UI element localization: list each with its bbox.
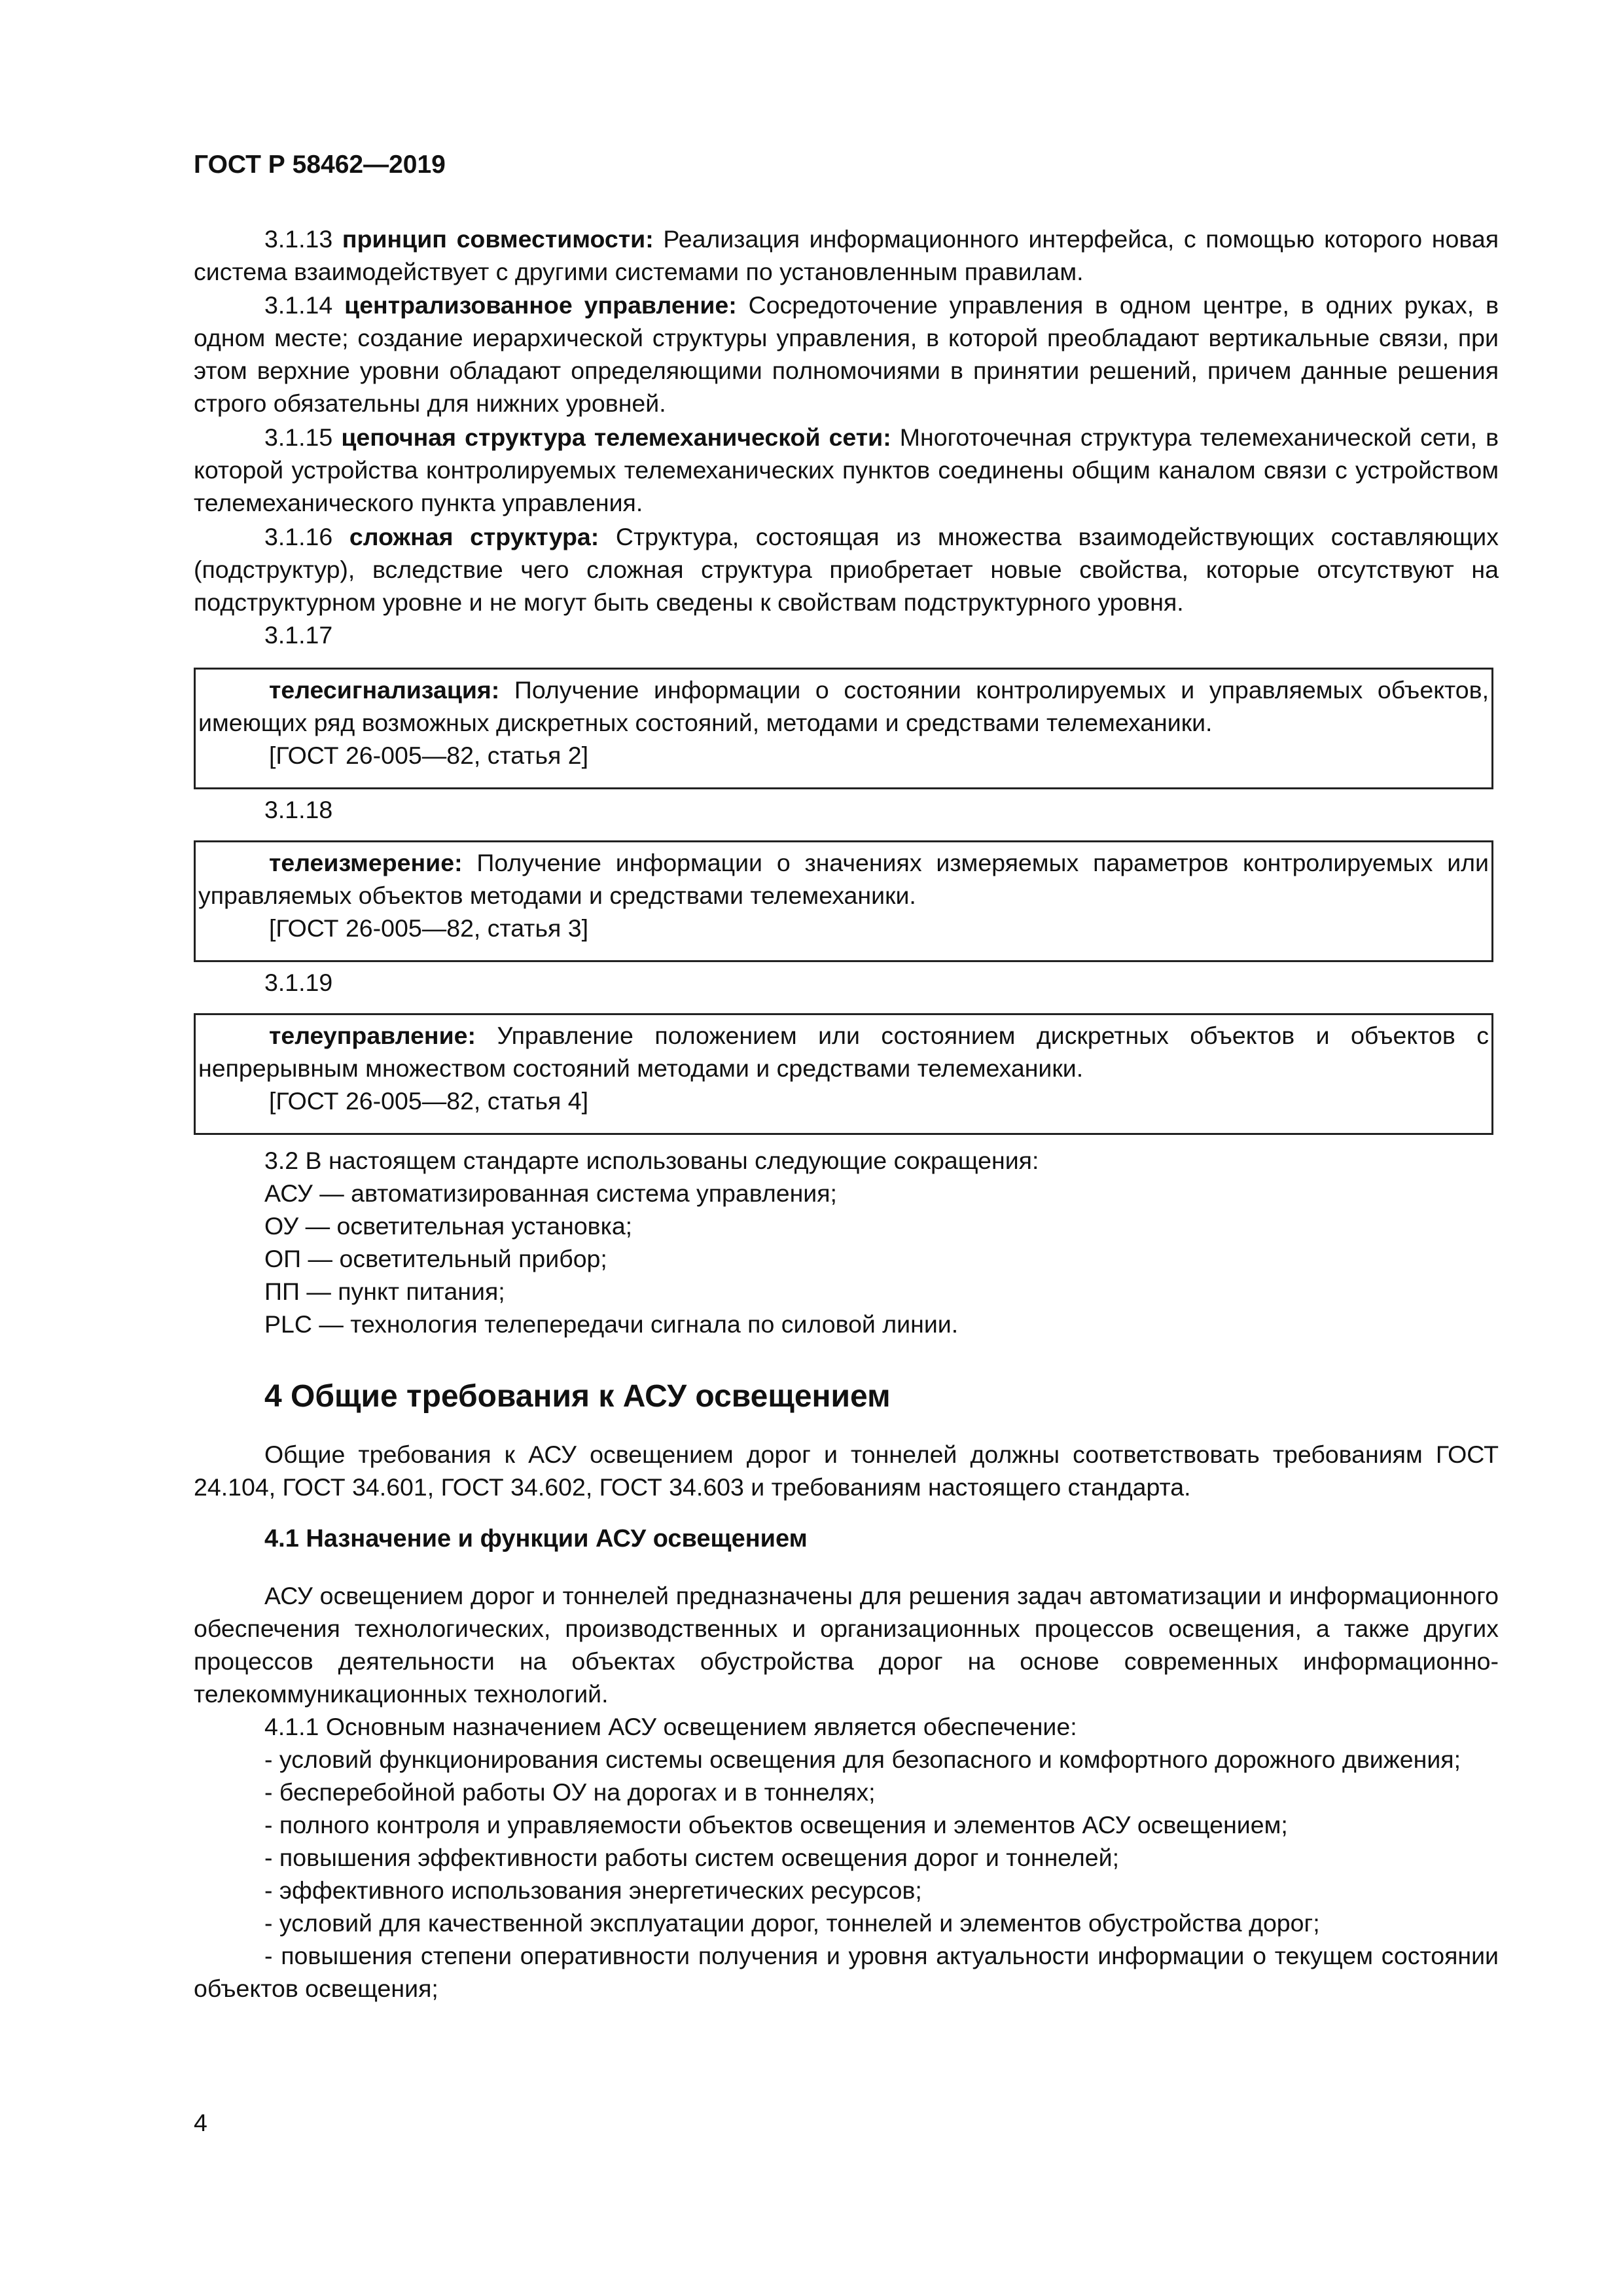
definition-paragraph	[194, 520, 1499, 619]
definition-text: Получение информации о значениях измеряемых параметров контролируемых или управляемых объектов методами и средствами телемеханики.	[198, 849, 1489, 909]
definition-text: Реализация информационного интерфейса, с помощью которого новая система взаимодействует с другими системами по установленным правилам.	[194, 225, 1499, 285]
abbreviation-item: АСУ — автоматизированная система управления;	[264, 1179, 837, 1207]
section-text: Общие требования к АСУ освещением дорог и тоннелей должны соответствовать требованиям ГОСТ 24.104, ГОСТ 34.601, ГОСТ 34.602, ГОСТ 34.603 и требованиям настоящего стандарта.	[194, 1441, 1499, 1501]
definition-term: телеуправление:	[269, 1022, 476, 1049]
definition-box-3-1-17	[194, 668, 1493, 789]
subsection-title: 4.1 Назначение и функции АСУ освещением	[264, 1525, 808, 1552]
list-item: - условий для качественной эксплуатации дорог, тоннелей и элементов обустройства дорог;	[264, 1909, 1320, 1937]
definition-term: цепочная структура телемеханической сети:	[341, 423, 891, 451]
subsection-text: АСУ освещением дорог и тоннелей предназначены для решения задач автоматизации и информационного обеспечения технологических, производственных и организационных процессов освещения, а также других процессов деятельности на объектах обустройства дорог на основе современных информационно-телекоммуникационных технологий.	[194, 1582, 1499, 1708]
definition-3-1-15	[194, 421, 1499, 519]
definition-term: сложная структура:	[349, 523, 599, 550]
list-item: - бесперебойной работы ОУ на дорогах и в тоннелях;	[264, 1778, 876, 1806]
abbreviation-item: PLC — технология телепередачи сигнала по силовой линии.	[264, 1310, 959, 1338]
definition-number: 3.1.13	[264, 225, 333, 253]
definition-3-1-19	[194, 966, 1499, 999]
section-4-text-block	[194, 1438, 1499, 1503]
definition-3-1-14	[194, 289, 1499, 420]
definition-3-1-17	[194, 619, 1499, 651]
definition-source: [ГОСТ 26-005—82, статья 3]	[269, 914, 589, 942]
definition-number: 3.1.16	[264, 523, 333, 550]
definition-source: [ГОСТ 26-005—82, статья 4]	[269, 1087, 589, 1115]
definition-3-1-13	[194, 223, 1499, 288]
abbreviations-intro: 3.2 В настоящем стандарте использованы следующие сокращения:	[264, 1147, 1039, 1174]
definition-source: [ГОСТ 26-005—82, статья 2]	[269, 742, 589, 769]
definition-text: Получение информации о состоянии контролируемых и управляемых объектов, имеющих ряд возможных дискретных состояний, методами и средствами телемеханики.	[198, 676, 1489, 736]
definition-number: 3.1.17	[264, 621, 333, 649]
page-number: 4	[194, 2109, 207, 2136]
definition-number: 3.1.19	[264, 969, 333, 996]
definition-box-3-1-19	[194, 1013, 1493, 1135]
list-item: - повышения эффективности работы систем освещения дорог и тоннелей;	[264, 1844, 1119, 1871]
definition-number: 3.1.15	[264, 423, 333, 451]
definition-number: 3.1.18	[264, 796, 333, 823]
definition-number: 3.1.14	[264, 291, 333, 319]
definition-paragraph	[198, 673, 1489, 739]
definition-term: принцип совместимости:	[342, 225, 654, 253]
definition-text: Структура, состоящая из множества взаимодействующих составляющих (подструктур), вследствие чего сложная структура приобретает новые свойства, которые отсутствуют на подструктурном уровне и не могут быть сведены к свойствам подструктурного уровня.	[194, 523, 1499, 616]
definition-text: Управление положением или состоянием дискретных объектов и объектов с непрерывным множеством состояний методами и средствами телемеханики.	[198, 1022, 1489, 1082]
section-title: 4 Общие требования к АСУ освещением	[264, 1379, 891, 1414]
section-4-1-text-block	[194, 1579, 1499, 2005]
document-header: ГОСТ Р 58462—2019	[194, 151, 446, 179]
definition-text: Многоточечная структура телемеханической сети, в которой устройства контролируемых телемеханических пунктов соединены общим каналом связи с устройством телемеханического пункта управления.	[194, 423, 1499, 516]
abbreviation-item: ПП — пункт питания;	[264, 1278, 505, 1305]
definition-box-3-1-18	[194, 840, 1493, 962]
definition-paragraph	[194, 421, 1499, 519]
definition-3-1-18	[194, 793, 1499, 826]
definition-paragraph	[194, 223, 1499, 288]
list-item: - полного контроля и управляемости объектов освещения и элементов АСУ освещением;	[264, 1811, 1288, 1839]
definition-paragraph	[198, 846, 1489, 912]
list-item: - условий функционирования системы освещения для безопасного и комфортного дорожного движения;	[264, 1746, 1461, 1773]
section-4	[194, 1377, 1499, 1416]
definition-term: централизованное управление:	[344, 291, 737, 319]
abbreviations	[194, 1144, 1499, 1340]
list-item: - эффективного использования энергетических ресурсов;	[264, 1876, 922, 1904]
definition-paragraph	[194, 289, 1499, 420]
section-4-1	[194, 1522, 1499, 1555]
abbreviation-item: ОП — осветительный прибор;	[264, 1245, 607, 1272]
definition-text: Сосредоточение управления в одном центре, в одних руках, в одном месте; создание иерархической структуры управления, в которой преобладают вертикальные связи, при этом верхние уровни обладают определяющими полномочиями в принятии решений, причем данные решения строго обязательны для нижних уровней.	[194, 291, 1499, 417]
definition-term: телесигнализация:	[269, 676, 500, 704]
item-4-1-1: 4.1.1 Основным назначением АСУ освещением является обеспечение:	[264, 1713, 1077, 1740]
definition-term: телеизмерение:	[269, 849, 463, 876]
list-item: - повышения степени оперативности получения и уровня актуальности информации о текущем состоянии объектов освещения;	[194, 1942, 1499, 2002]
abbreviation-item: ОУ — осветительная установка;	[264, 1212, 633, 1240]
definition-paragraph	[198, 1019, 1489, 1085]
definition-3-1-16	[194, 520, 1499, 619]
